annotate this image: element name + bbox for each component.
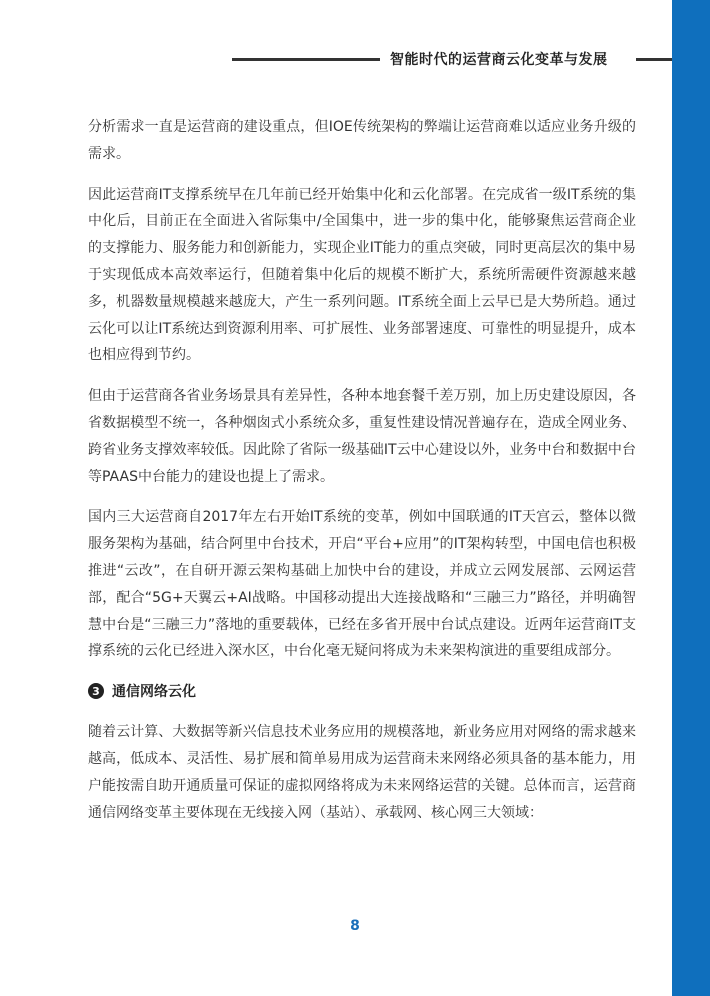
body-content [88, 114, 636, 840]
section-title: 通信网络云化 [112, 684, 196, 701]
paragraph-4: 国内三大运营商自2017年左右开始IT系统的变革，例如中国联通的IT天宫云，整体以微服务架构为基础，结合阿里中台技术，开启“平台+应用”的IT架构转型，中国电信也积极推进“云改”，在自研开源云架构基础上加快中台的建设，并成立云网发展部、云网运营部，配合“5G+天翼云+AI战略。中国移动提出大连接战略和“三融三力”路径，并明确智慧中台是“三融三力”落地的重要载体，已经在多省开展中台试点建设。近两年运营商IT支撑系统的云化已经进入深水区，中台化毫无疑问将成为未来架构演进的重要组成部分。 [88, 509, 636, 660]
header-title: 智能时代的运营商云化变革与发展 [390, 52, 608, 68]
header-rule-right [636, 58, 672, 61]
paragraph-3: 但由于运营商各省业务场景具有差异性，各种本地套餐千差万别，加上历史建设原因，各省数据模型不统一，各种烟囱式小系统众多，重复性建设情况普遍存在，造成全网业务、跨省业务支撑效率较低。因此除了省际一级基础IT云中心建设以外，业务中台和数据中台等PAAS中台能力的建设也提上了需求。 [88, 388, 636, 485]
section-number-badge: 3 [88, 683, 104, 699]
paragraph-1: 分析需求一直是运营商的建设重点，但IOE传统架构的弊端让运营商难以适应业务升级的需求。 [88, 119, 636, 162]
page-number: 8 [350, 918, 360, 934]
side-accent-bar [672, 0, 710, 996]
paragraph-2: 因此运营商IT支撑系统早在几年前已经开始集中化和云化部署。在完成省一级IT系统的集中化后，目前正在全面进入省际集中/全国集中，进一步的集中化，能够聚焦运营商企业的支撑能力、服务能力和创新能力，实现企业IT能力的重点突破，同时更高层次的集中易于实现低成本高效率运行，但随着集中化后的规模不断扩大，系统所需硬件资源越来越多，机器数量规模越来越庞大，产生一系列问题。IT系统全面上云早已是大势所趋。通过云化可以让IT系统达到资源利用率、可扩展性、业务部署速度、可靠性的明显提升，成本也相应得到节约。 [88, 186, 636, 364]
header-rule-left [232, 58, 380, 61]
section-heading [88, 679, 636, 703]
page-header [0, 40, 710, 80]
section-paragraph-1: 随着云计算、大数据等新兴信息技术业务应用的规模落地，新业务应用对网络的需求越来越高，低成本、灵活性、易扩展和简单易用成为运营商未来网络必须具备的基本能力，用户能按需自助开通质量可保证的虚拟网络将成为未来网络运营的关键。总体而言，运营商通信网络变革主要体现在无线接入网（基站）、承载网、核心网三大领域： [88, 724, 636, 821]
